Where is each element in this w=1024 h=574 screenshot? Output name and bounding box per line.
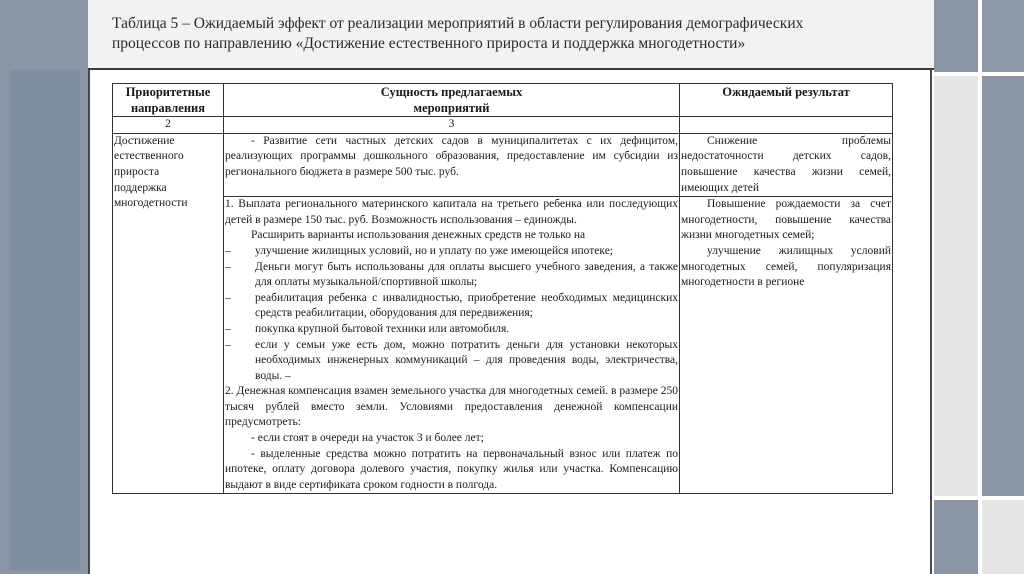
right-frame-block xyxy=(934,500,978,574)
list-item xyxy=(225,244,678,260)
dash-bullet: – xyxy=(225,260,231,273)
header-text: Сущность предлагаемых xyxy=(380,85,523,99)
table-row xyxy=(113,197,893,494)
list-item-text: Деньги могут быть использованы для оплаты высшего учебного заведения, а также для оплаты музыкальной/спортивной школы; xyxy=(255,260,678,289)
header-text: Ожидаемый результат xyxy=(722,85,850,99)
header-text: Приоритетные xyxy=(125,85,211,99)
right-frame-panel xyxy=(932,0,1024,574)
header-priority-directions xyxy=(113,84,224,117)
table-header-row xyxy=(113,84,893,117)
right-frame-block xyxy=(982,76,1024,496)
slide-title xyxy=(112,14,912,54)
list-item-text: если у семьи уже есть дом, можно потратить деньги для установки некоторых необходимых инженерных коммуникаций – для проведения воды, электричества, воды. – xyxy=(255,338,678,382)
result-paragraph: улучшение жилищных условий многодетных семей, популяризация многодетности в регионе xyxy=(681,244,891,289)
result-cell xyxy=(680,197,893,494)
header-text: направления xyxy=(130,100,205,115)
list-item-text: улучшение жилищных условий, но и уплату по уже имеющейся ипотеке; xyxy=(255,244,614,257)
list-item xyxy=(225,260,678,291)
list-item xyxy=(225,322,678,338)
header-text: мероприятий xyxy=(413,100,490,115)
measure-cell xyxy=(224,197,680,494)
dash-bullet: – xyxy=(225,338,231,351)
list-item-text: покупка крупной бытовой техники или автомобиля. xyxy=(255,322,510,335)
left-frame-panel xyxy=(0,0,90,574)
measure-paragraph: - выделенные средства можно потратить на первоначальный взнос или платеж по ипотеке, оплату договора долевого участия, покупку жилья или участка. Компенсацию выдают в виде сертификата сроком годности в полгода. xyxy=(225,447,678,491)
list-item xyxy=(225,338,678,385)
list-item xyxy=(225,291,678,322)
right-frame-block xyxy=(934,76,978,496)
right-frame-block xyxy=(982,0,1024,72)
measure-paragraph: 2. Денежная компенсация взамен земельного участка для многодетных семей. в размере 250 тысяч рублей вместо земли. Условиями предоставления денежной компенсации предусмотреть: xyxy=(225,385,678,429)
column-number: 3 xyxy=(224,117,680,134)
dash-bullet: – xyxy=(225,291,231,304)
header-expected-result xyxy=(680,84,893,117)
column-number: 2 xyxy=(113,117,224,134)
measure-cell: - Развитие сети частных детских садов в муниципалитетах с их дефицитом, реализующих программы дошкольного образования, предоставление им субсидии из регионального бюджета в размере 500 тыс. руб. xyxy=(224,133,680,196)
table-number-row xyxy=(113,117,893,134)
slide-title-line: процессов по направлению «Достижение естественного прироста и поддержка многодетности» xyxy=(112,35,746,52)
left-frame-inner xyxy=(10,70,80,570)
slide-title-line: Таблица 5 – Ожидаемый эффект от реализации мероприятий в области регулирования демографических xyxy=(112,15,804,32)
column-number xyxy=(680,117,893,134)
direction-text: прироста xyxy=(114,165,160,178)
measure-paragraph: 1. Выплата регионального материнского капитала на третьего ребенка или последующих детей в размере 150 тыс. руб. Возможность использования – единожды. xyxy=(225,198,678,226)
header-measures xyxy=(224,84,680,117)
direction-cell xyxy=(113,133,224,494)
table-row xyxy=(113,133,893,196)
direction-text: многодетности xyxy=(114,197,188,210)
dash-bullet: – xyxy=(225,244,231,257)
right-frame-block xyxy=(934,0,978,72)
measure-paragraph: Расширить варианты использования денежных средств не только на xyxy=(251,229,586,242)
dash-bullet: – xyxy=(225,322,231,335)
direction-text: Достижение xyxy=(114,134,175,147)
direction-text: поддержка xyxy=(114,181,167,194)
result-cell: Снижение проблемы недостаточности детских садов, повышение качества жизни семей, имеющих детей xyxy=(680,133,893,196)
measures-table xyxy=(112,83,893,494)
direction-text: естественного xyxy=(114,150,184,163)
result-paragraph: Повышение рождаемости за счет многодетности, повышение качества жизни многодетных семей; xyxy=(681,198,891,242)
right-frame-block xyxy=(982,500,1024,574)
list-item-text: реабилитация ребенка с инвалидностью, приобретение необходимых медицинских средств реабилитации, оборудования для передвижения; xyxy=(255,291,678,320)
measure-paragraph: - если стоят в очереди на участок 3 и более лет; xyxy=(251,432,484,445)
